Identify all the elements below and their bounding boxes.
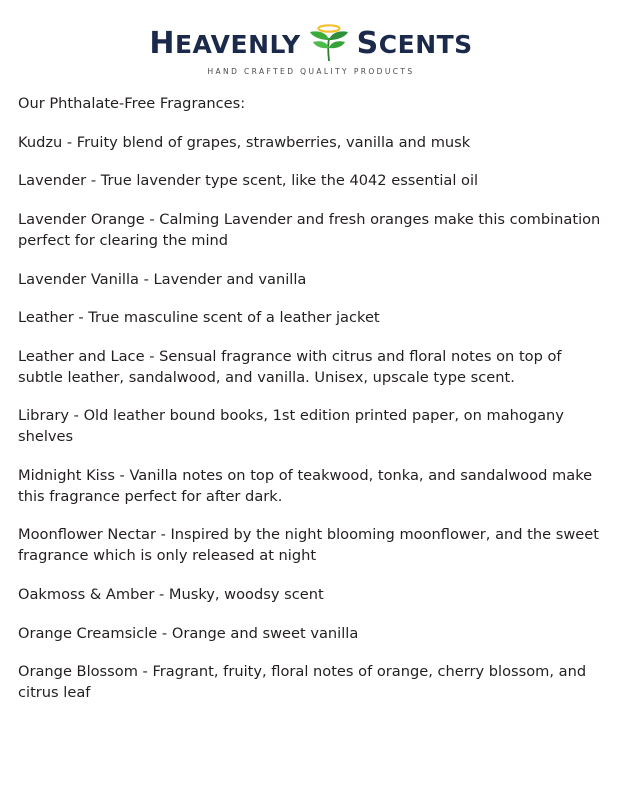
logo-word-heavenly-initial: H — [149, 26, 175, 61]
leaf-icon — [303, 24, 355, 64]
list-item: Kudzu - Fruity blend of grapes, strawberries, vanilla and musk — [18, 133, 471, 151]
logo-word-heavenly — [149, 26, 301, 61]
list-item: Orange Blossom - Fragrant, fruity, floral notes of orange, cherry blossom, and citrus leaf — [18, 663, 587, 701]
list-item: Orange Creamsicle - Orange and sweet vanilla — [18, 624, 359, 642]
logo-word-scents-initial: S — [356, 26, 379, 61]
logo-word-heavenly-rest: EAVENLY — [174, 30, 301, 59]
list-item: Leather - True masculine scent of a leather jacket — [18, 309, 380, 327]
logo-wordmark-row — [149, 24, 472, 64]
list-item: Leather and Lace - Sensual fragrance with citrus and floral notes on top of subtle leather, sandalwood, and vanilla. Unisex, upscale type scent. — [18, 348, 562, 386]
page-title: Our Phthalate-Free Fragrances: — [18, 95, 246, 112]
list-item: Midnight Kiss - Vanilla notes on top of teakwood, tonka, and sandalwood make this fragrance perfect for after dark. — [18, 466, 593, 505]
list-item: Library - Old leather bound books, 1st edition printed paper, on mahogany shelves — [18, 407, 564, 446]
list-item: Lavender - True lavender type scent, like the 4042 essential oil — [18, 172, 479, 190]
logo-word-scents — [356, 26, 473, 61]
list-item: Lavender Vanilla - Lavender and vanilla — [18, 270, 307, 288]
list-item: Moonflower Nectar - Inspired by the night blooming moonflower, and the sweet fragrance which is only released at night — [18, 526, 599, 565]
brand-logo — [16, 24, 606, 76]
fragrance-list — [16, 94, 606, 704]
list-item: Oakmoss & Amber - Musky, woodsy scent — [18, 585, 324, 603]
logo-tagline: HAND CRAFTED QUALITY PRODUCTS — [207, 67, 415, 76]
logo-word-scents-rest: CENTS — [378, 30, 473, 59]
list-item: Lavender Orange - Calming Lavender and fresh oranges make this combination perfect for clearing the mind — [18, 211, 601, 249]
